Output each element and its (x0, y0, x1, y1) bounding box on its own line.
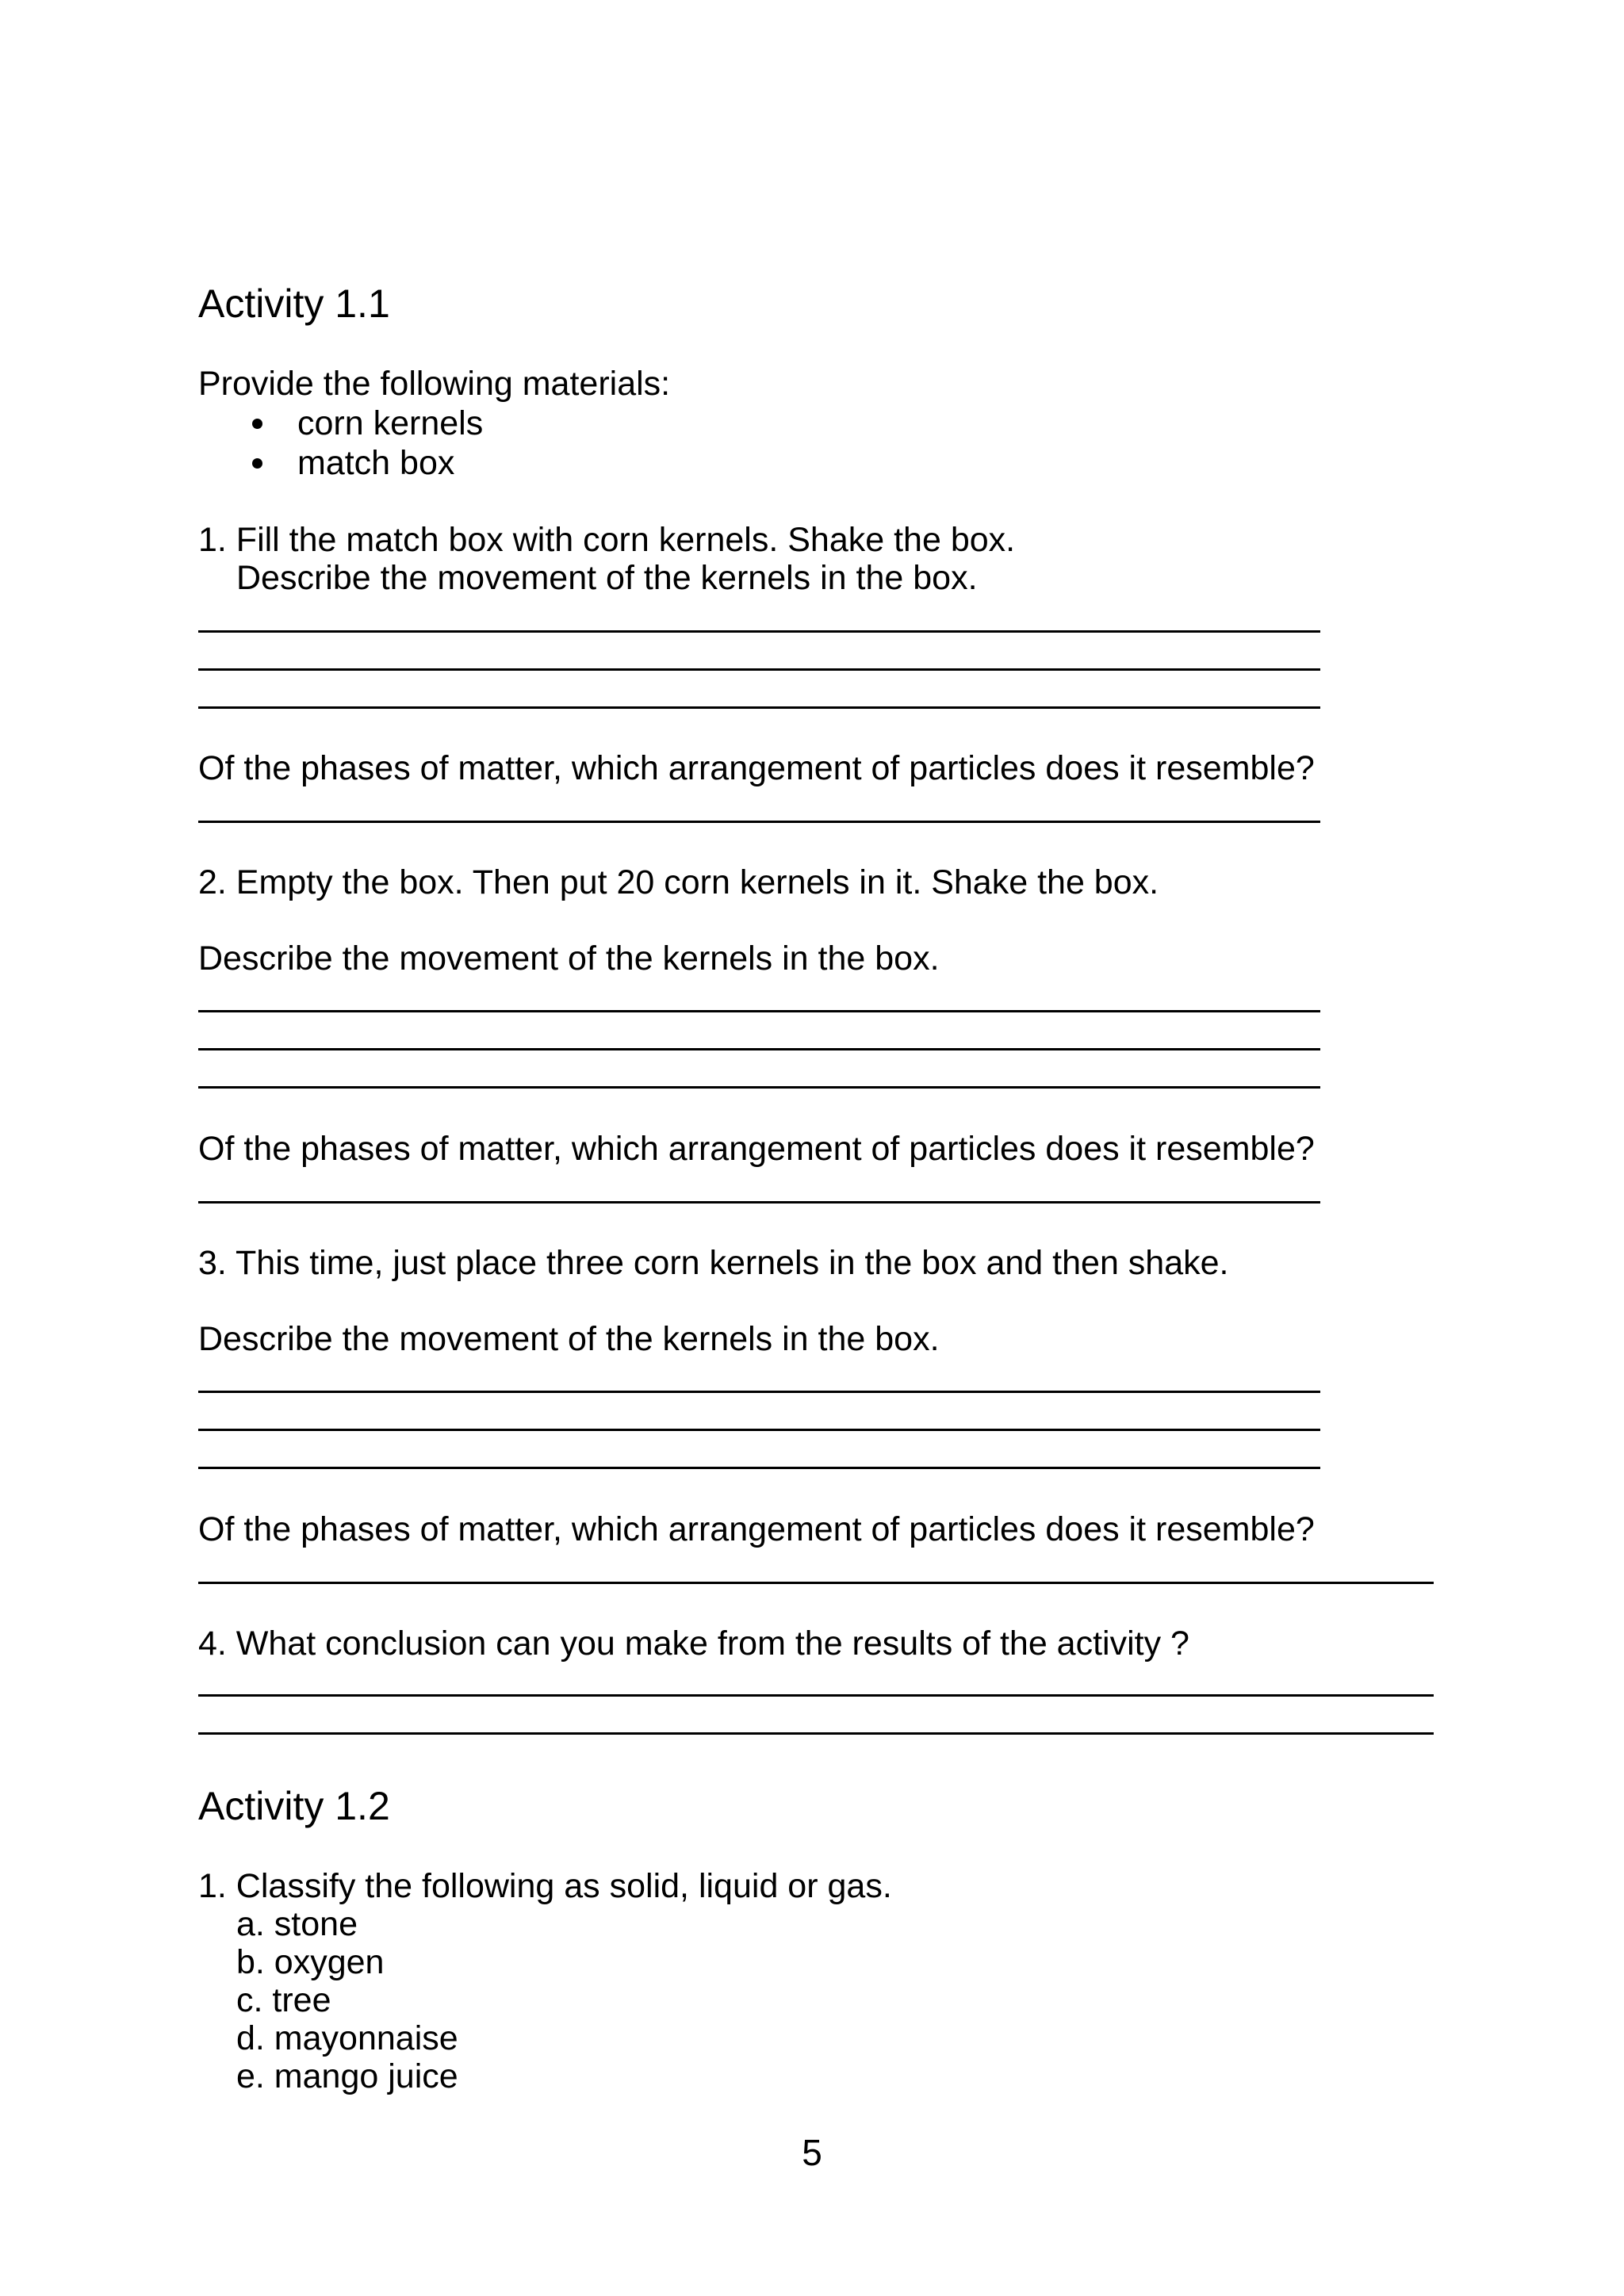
answer-line[interactable] (198, 1010, 1320, 1012)
question-3-instruction: 3. This time, just place three corn kernels in the box and then shake. (198, 1244, 1229, 1282)
classify-item-oxygen: b. oxygen (236, 1943, 385, 1981)
answer-line[interactable] (198, 1582, 1434, 1584)
question-1-describe: Describe the movement of the kernels in the box. (236, 559, 978, 597)
question-2-instruction: 2. Empty the box. Then put 20 corn kernels in it. Shake the box. (198, 863, 1159, 901)
activity-1-2-title: Activity 1.2 (198, 1784, 390, 1828)
answer-line[interactable] (198, 1429, 1320, 1431)
answer-line[interactable] (198, 821, 1320, 823)
question-2-describe: Describe the movement of the kernels in the box. (198, 939, 940, 978)
answer-line[interactable] (198, 668, 1320, 671)
answer-line[interactable] (198, 1467, 1320, 1469)
question-2-resemble: Of the phases of matter, which arrangement of particles does it resemble? (198, 1130, 1315, 1168)
answer-line[interactable] (198, 1694, 1434, 1697)
classify-item-tree: c. tree (236, 1981, 331, 2019)
bullet-icon (252, 419, 262, 429)
materials-intro: Provide the following materials: (198, 365, 671, 403)
answer-line[interactable] (198, 1732, 1434, 1735)
answer-line[interactable] (198, 706, 1320, 709)
question-1-instruction: 1. Fill the match box with corn kernels. Shake the box. (198, 521, 1016, 559)
classify-item-mayonnaise: d. mayonnaise (236, 2019, 458, 2057)
answer-line[interactable] (198, 630, 1320, 633)
classify-item-stone: a. stone (236, 1905, 358, 1943)
answer-line[interactable] (198, 1086, 1320, 1089)
bullet-icon (252, 458, 262, 469)
classify-item-mango-juice: e. mango juice (236, 2057, 458, 2095)
answer-line[interactable] (198, 1391, 1320, 1393)
material-item-corn-kernels: corn kernels (297, 404, 484, 442)
material-item-match-box: match box (297, 444, 455, 482)
classify-instruction: 1. Classify the following as solid, liquid or gas. (198, 1867, 892, 1905)
answer-line[interactable] (198, 1048, 1320, 1050)
question-3-resemble: Of the phases of matter, which arrangement of particles does it resemble? (198, 1510, 1315, 1548)
question-3-describe: Describe the movement of the kernels in the box. (198, 1320, 940, 1358)
question-1-resemble: Of the phases of matter, which arrangement of particles does it resemble? (198, 749, 1315, 787)
answer-line[interactable] (198, 1201, 1320, 1203)
page-number: 5 (802, 2132, 822, 2173)
question-4-instruction: 4. What conclusion can you make from the results of the activity ? (198, 1624, 1189, 1663)
activity-1-1-title: Activity 1.1 (198, 281, 390, 326)
